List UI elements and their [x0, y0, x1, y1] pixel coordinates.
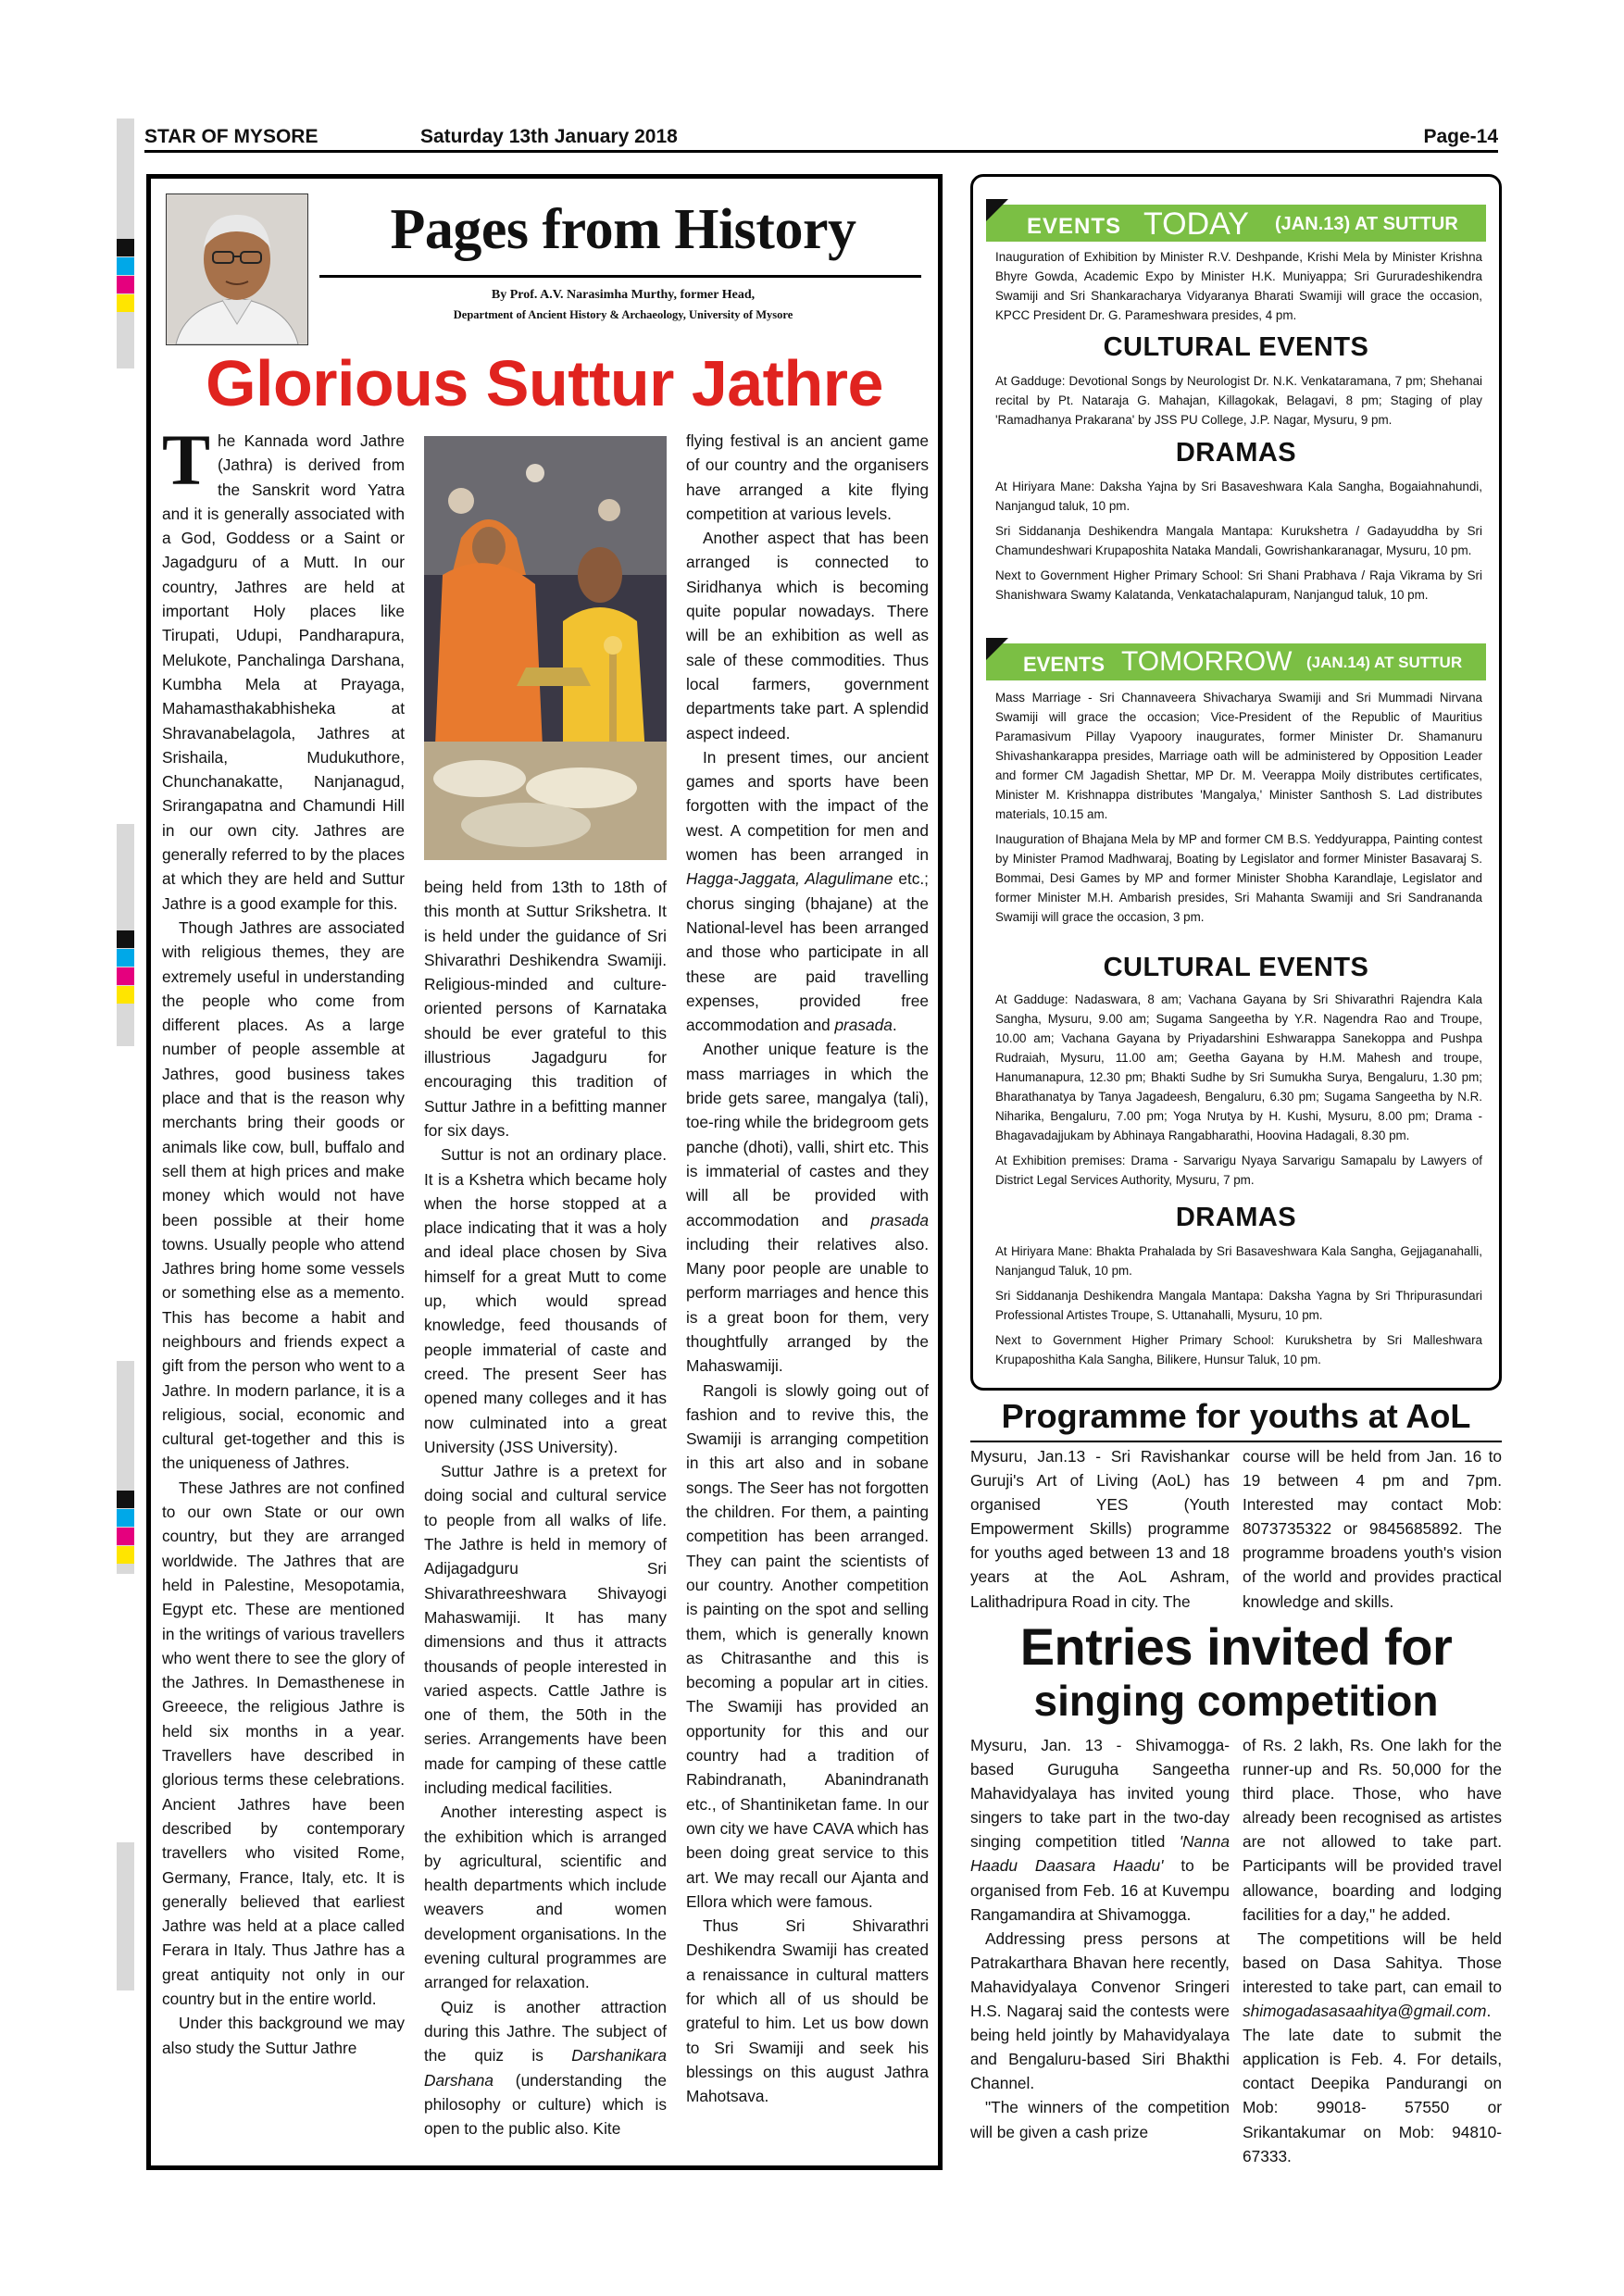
- tomorrow-cultural: At Gadduge: Nadaswara, 8 am; Vachana Gayana by Sri Shivarathri Rajendra Kala Sangha, Mysuru, 9.00 am; Sugama Sangeetha by Y.R. Nagendra Rao and Troupe, 10.00 am; Vachana Gayana by Priyadarshini Eshwarappa Sanekoppa and Pushpa Rudraiah, Mysuru, 11.00 am; Geetha Gayana by H.M. Mahesh and troupe, Hanumanapura, 12.30 pm; Bhakti Sudhe by Sri Sumukha Surya, Bengaluru, 1.30 pm; Bharathanatya by Tanya Jagadeesh, Bengaluru, 6.30 pm; Sugama Sangeetha by N.R. Niharika, Bengaluru, 7.00 pm; Yoga Nrutya by H. Kushi, Mysuru, 8.00 pm; Drama - Bhagavadajjukam by Abhinaya Rangabharathi, Hoovina Hadagali, 8.30 pm.: [995, 992, 1482, 1142]
- aol-para-2: course will be held from Jan. 16 to 19 between 4 pm and 7pm. Interested may contact Mob: 8073735322 or 9845685892. The programme broadens youth's vision of the world and provides practical knowledge and skills.: [1243, 1447, 1502, 1611]
- today-drama-2: Sri Siddananja Deshikendra Mangala Mantapa: Kurukshetra / Gadayuddha by Sri Chamundeshwari Krupaposhita Nataka Mandali, Gowrishankaranagar, Mysuru, 10 pm.: [995, 524, 1482, 557]
- tomorrow-label: TOMORROW: [1121, 646, 1293, 677]
- col1-para-4: Under this background we may also study the Suttur Jathre: [162, 2014, 405, 2057]
- tomorrow-drama-3: Next to Government Higher Primary School: Kurukshetra by Sri Malleshwara Krupaposhitha Kala Sangha, Bilikere, Hunsur Taluk, 10 pm.: [995, 1333, 1482, 1366]
- today-drama-1: At Hiriyara Mane: Daksha Yajna by Sri Basaveshwara Kala Sangha, Bogaiahnahundi, Nanjangud taluk, 10 pm.: [995, 480, 1482, 513]
- col2-para-5a: Quiz is another attraction during this Jathre. The subject of the quiz is: [424, 1997, 667, 2065]
- today-intro: Inauguration of Exhibition by Minister R.V. Deshpande, Krishi Mela by Minister Krishna Bhyre Gowda, Academic Expo by Minister H.K. Muniyappa; Sri Gururadeshikendra Swamiji and Sri Shankaracharya Vidyaranya Bharati Swamiji will grace the occasion, KPCC President Dr. G. Parameshwara presides, 4 pm.: [995, 250, 1482, 322]
- events-label-2: EVENTS: [1023, 653, 1106, 676]
- aol-column-1: [970, 1444, 1230, 1614]
- registration-strip-low: [117, 1842, 134, 1990]
- paper-name: STAR OF MYSORE: [144, 126, 319, 147]
- tomorrow-drama-2: Sri Siddananja Deshikendra Mangala Mantapa: Daksha Yagna by Sri Thripurasundari Professional Artistes Troupe, S. Uttanahalli, Mysuru, 10 pm.: [995, 1289, 1482, 1322]
- col1-para-1: he Kannada word Jathre (Jathra) is derived from the Sanskrit word Yatra and it is generally associated with a God, Goddess or a Saint or Jagadguru of a Mutt. In our country, Jathres are held at important Holy places like Tirupati, Udupi, Pandharapura, Melukote, Panchalinga Darshana, Kumbha Mela at Prayaga, Mahamasthakabhisheka at Shravanabelagola, Jathres at Srishaila, Mudukuthore, Chunchanakatte, Nanjanagud, Srirangapatna and Chamundi Hill in our own city. Jathres are generally referred to by the places at which they are held and Suttur Jathre is a good example for this.: [162, 431, 405, 913]
- history-column-2: [424, 875, 667, 2140]
- registration-yellow-3: [117, 1546, 134, 1564]
- corner-triangle-2: [986, 638, 1008, 660]
- today-cultural-text: [995, 371, 1482, 435]
- history-column-1: [162, 419, 405, 2060]
- events-tomorrow-bar: [986, 643, 1486, 680]
- registration-yellow: [117, 294, 134, 312]
- col3-para-2: Another aspect that has been arranged is connected to Siridhanya which is becoming quite popular nowadays. There will be an exhibition as well as sale of these commodities. Thus local farmers, government departments take part. A splendid aspect indeed.: [686, 529, 929, 742]
- tomorrow-mass-marriage: Mass Marriage - Sri Channaveera Shivacharya Swamiji and Sri Mummadi Nirvana Swamiji will grace the occasion; Vice-President of the Republic of Mauritius Paramasivum Pillay Vyapoory inaugurates, former Minister Dr. Shamanuru Shivashankarappa presides, Marriage oath will be administered by Opposition Leader and former CM Jagadish Shettar, MP Dr. M. Veerappa Moily distributes certificates, Minister M. Krishnappa distributes 'Mangalya,' Minister Santhosh S. Lad distributes materials, 10.15 am.: [995, 691, 1482, 821]
- today-label: TODAY: [1143, 206, 1249, 242]
- today-dramas-text: [995, 477, 1482, 610]
- author-photo: [166, 193, 308, 345]
- page-header: [144, 124, 1498, 153]
- today-date-label: (JAN.13) AT SUTTUR: [1275, 214, 1458, 234]
- registration-cyan-2: [117, 949, 134, 967]
- singing-headline-2: singing competition: [1033, 1677, 1439, 1725]
- col2-para-5-italic: Darshanikara Darshana: [424, 2046, 667, 2090]
- col2-para-3: Suttur Jathre is a pretext for doing social and cultural service to people from all walks of life. The Jathre is held in memory of Adijagadguru Sri Shivarathreeshwara Shivayogi Mahaswamiji. It has many dimensions and thus it attracts thousands of people interested in varied aspects. Cattle Jathre is one of them, the 50th in the series. Arrangements have been made for camping of these cattle including medical facilities.: [424, 1462, 667, 1797]
- singing-column-2: [1243, 1733, 1502, 2168]
- today-cultural: At Gadduge: Devotional Songs by Neurologist Dr. N.K. Venkataramana, 7 pm; Shehanai recital by Pt. Nataraja G. Mahajan, Killagokak, Belagavi, 8 pm; Staging of play 'Ramadhanya Prakarana' by JSS PU College, J.P. Nagar, Mysuru, 9 pm.: [995, 374, 1482, 427]
- singing-para-5b: . The late date to submit the application is Feb. 4. For details, contact Deepika Pandurangi on Mob: 99018- 57550 or Srikantakumar on Mob: 94810-67333.: [1243, 2002, 1502, 2165]
- col2-para-1: being held from 13th to 18th of this month at Suttur Srikshetra. It is held under the guidance of Sri Shivarathri Deshikendra Swamiji. Religious-minded and culture-oriented persons of Karnataka should be ever grateful to this illustrious Jagadguru for encouraging this tradition of Suttur Jathre in a befitting manner for six days.: [424, 878, 667, 1140]
- col1-para-2: Though Jathres are associated with religious themes, they are extremely useful in understanding the people who come from different places. As a large number of people assemble at Jathres, good business takes place and that is the reason why merchants bring their goods or animals like cow, bull, buffalo and sell them at high prices and make money which would not have been possible at their home towns. Usually people who attend Jathres bring home some vessels or something else as a memento. This has become a habit and neighbours and friends expect a gift from the person who went to a Jathre. In modern parlance, it is a religious, social, economic and cultural get-together and this is the uniqueness of Jathres.: [162, 917, 405, 1473]
- history-article: [146, 174, 943, 2170]
- events-today-bar: [986, 205, 1486, 242]
- singing-headline-1: Entries invited for: [1019, 1617, 1453, 1676]
- col3-para-3-italic: Hagga-Jaggata, Alagulimane: [686, 869, 893, 889]
- singing-para-3: "The winners of the competition will be given a cash prize: [970, 2098, 1230, 2141]
- aol-headline: Programme for youths at AoL: [1001, 1397, 1471, 1435]
- tomorrow-exhibition: At Exhibition premises: Drama - Sarvarigu Nyaya Sarvarigu Samapalu by Lawyers of District Legal Services Authority, Mysuru, 7 pm.: [995, 1154, 1482, 1187]
- registration-black: [117, 239, 134, 256]
- events-label: EVENTS: [1027, 214, 1122, 239]
- tomorrow-cultural-text: [995, 990, 1482, 1195]
- singing-email: shimogadasasaahitya@gmail.com: [1243, 2002, 1487, 2021]
- tomorrow-cultural-title: CULTURAL EVENTS: [1103, 953, 1369, 982]
- today-cultural-title: CULTURAL EVENTS: [1103, 332, 1369, 362]
- byline-dept: Department of Ancient History & Archaeology, University of Mysore: [453, 308, 793, 321]
- col3-para-3a: In present times, our ancient games and sports have been forgotten with the impact of the west. A competition for men and women has been arranged in: [686, 747, 929, 865]
- history-column-3: [686, 429, 929, 2108]
- registration-yellow-2: [117, 986, 134, 1004]
- section-title: Pages from History: [390, 198, 856, 261]
- singing-para-2: Addressing press persons at Patrakarthara Bhavan here recently, Mahavidyalaya Convenor Sringeri H.S. Nagaraj said the contests were being held jointly by Mahavidyalaya and Bengaluru-based Siri Bhakthi Channel.: [970, 1928, 1230, 2093]
- registration-black-2: [117, 930, 134, 948]
- issue-date: Saturday 13th January 2018: [420, 126, 678, 147]
- aol-rule: [970, 1441, 1502, 1442]
- events-box: [970, 174, 1502, 1391]
- today-drama-3: Next to Government Higher Primary School: Sri Shani Prabhava / Raja Vikrama by Sri Shanishwara Swamy Kalatanda, Venkatachalapuram, Nanjangud taluk, 10 pm.: [995, 568, 1482, 602]
- aol-column-2: [1243, 1444, 1502, 1614]
- col3-para-4-italic: prasada: [870, 1210, 929, 1229]
- col2-para-2: Suttur is not an ordinary place. It is a Kshetra which became holy when the horse stopped at a place indicating that it was a holy and ideal place chosen by Siva himself for a great Mutt to come up, which would spread knowledge, feed thousands of people immaterial of caste and creed. The present Seer has opened many colleges and it has now culminated into a great University (JSS University).: [424, 1145, 667, 1456]
- singing-para-5a: The competitions will be held based on Dasa Sahitya. Those interested to take part, can email to: [1243, 1928, 1502, 1996]
- col3-para-3c: .: [892, 1016, 897, 1035]
- headline: Glorious Suttur Jathre: [206, 347, 883, 419]
- tomorrow-dramas-title: DRAMAS: [1175, 1203, 1297, 1232]
- registration-magenta-2: [117, 967, 134, 985]
- registration-cyan-3: [117, 1509, 134, 1527]
- singing-para-1b: to be organised from Feb. 16 at Kuvempu Rangamandira at Shivamogga.: [970, 1856, 1230, 1924]
- col3-para-4a: Another unique feature is the mass marriages in which the bride gets saree, mangalya (tali), toe-ring while the bridegroom gets panche (dhoti), valli, shirt etc. This is immaterial of castes and they will all be provided with accommodation and: [686, 1040, 929, 1229]
- singing-para-4: of Rs. 2 lakh, Rs. One lakh for the runner-up and Rs. 50,000 for the third place. Those, who have already been recognised as artistes are not allowed to take part. Participants will be provided travel allowance, boarding and lodging facilities for a day," he added.: [1243, 1736, 1502, 1924]
- col2-para-5: [424, 1995, 667, 2141]
- tomorrow-date-label: (JAN.14) AT SUTTUR: [1306, 654, 1463, 671]
- corner-triangle: [986, 199, 1008, 221]
- registration-magenta: [117, 276, 134, 293]
- drop-cap: T: [162, 419, 211, 500]
- col3-para-3: [686, 745, 929, 1038]
- singing-title-italic: 'Nanna Haadu Daasara Haadu': [970, 1832, 1230, 1876]
- tomorrow-dramas-text: [995, 1242, 1482, 1375]
- col3-para-6: Thus Sri Shivarathri Deshikendra Swamiji has created a renaissance in cultural matters for which all of us should be grateful to him. Let us bow down to Sri Swamiji and seek his blessings on this august Jathra Mahotsava.: [686, 1916, 929, 2106]
- swamiji-photo: [424, 436, 667, 860]
- today-dramas-title: DRAMAS: [1175, 438, 1297, 468]
- col3-para-1: flying festival is an ancient game of our country and the organisers have arranged a kite flying competition at various levels.: [686, 431, 929, 523]
- col3-para-4b: including their relatives also. Many poor people are unable to perform marriages and hence this is a great boon for them, very thoughtfully arranged by the Mahaswamiji.: [686, 1234, 929, 1376]
- col3-para-3-italic-2: prasada: [834, 1016, 893, 1035]
- col3-para-3b: etc.; chorus singing (bhajane) at the National-level has been arranged and those who participate in all these are paid travelling expenses, provided free accommodation and: [686, 869, 929, 1035]
- registration-magenta-3: [117, 1528, 134, 1545]
- title-rule: [319, 275, 921, 278]
- col2-para-4: Another interesting aspect is the exhibition which is arranged by agricultural, scientific and health departments which include weavers and women development organisations. In the evening cultural programmes are arranged for relaxation.: [424, 1803, 667, 1992]
- events-tomorrow-text: [995, 688, 1482, 932]
- tomorrow-drama-1: At Hiriyara Mane: Bhakta Prahalada by Sri Basaveshwara Kala Sangha, Gejjaganahalli, Nanjangud Taluk, 10 pm.: [995, 1244, 1482, 1278]
- page-number: Page-14: [1423, 126, 1498, 147]
- col3-para-4: [686, 1037, 929, 1378]
- singing-para-1a: Mysuru, Jan. 13 - Shivamogga-based Guruguha Sangeetha Mahavidyalaya has invited young singers to take part in the two-day singing competition titled: [970, 1736, 1230, 1852]
- aol-para-1: Mysuru, Jan.13 - Sri Ravishankar Guruji's Art of Living (AoL) has organised YES (Youth Empowerment Skills) programme for youths aged between 13 and 18 years at the AoL Ashram, Lalithadripura Road in city. The: [970, 1447, 1230, 1611]
- singing-column-1: [970, 1733, 1230, 2144]
- col2-para-5b: (understanding the philosophy or culture) which is open to the public also. Kite: [424, 2070, 667, 2139]
- registration-cyan: [117, 257, 134, 275]
- registration-black-3: [117, 1491, 134, 1508]
- byline: By Prof. A.V. Narasimha Murthy, former Head,: [491, 288, 756, 302]
- col1-para-3: These Jathres are not confined to our own State or our own country, but they are arranged worldwide. The Jathres that are held in Palestine, Mesopotamia, Egypt etc. These are mentioned in the writings of various travellers who went there to see the glory of the Jathres. In Demasthenese in Greeece, the religious Jathre is held six months in a year. Travellers have described in glorious terms these celebrations. Ancient Jathres have been described by contemporary travellers who visited Rome, Germany, France, Italy, etc. It is generally believed that earliest Jathre was held at a place called Ferara in Italy. Thus Jathre has a great antiquity not only in our country but in the entire world.: [162, 1478, 405, 2008]
- tomorrow-inauguration: Inauguration of Bhajana Mela by MP and former CM B.S. Yeddyurappa, Painting contest by Minister Pramod Madhwaraj, Boating by Legislator and former Minister Basavaraj S. Bommai, Desi Games by MP and former Minister Shobha Karandlaje, Legislator and former Minister M.H. Ambarish presides, Sri Mahanta Swamiji and Sri Sandrananda Swamiji will grace the occasion, 3 pm.: [995, 832, 1482, 924]
- events-today-text: [995, 247, 1482, 331]
- col3-para-5: Rangoli is slowly going out of fashion and to revive this, the Swamiji is arranging competition in this art also and in sobane songs. The Seer has not forgotten the children. For them, a painting competition has been arranged. They can paint the scientists of our country. Another competition is painting on the spot and selling them, which is generally known as Chitrasanthe and this is becoming a popular art in cities. The Swamiji has provided an opportunity for this and our country had a tradition of Rabindranath, Abanindranath etc., of Shantiniketan fame. In our own city we have CAVA which has been doing great service to this art. We may recall our Ajanta and Ellora which were famous.: [686, 1380, 929, 1911]
